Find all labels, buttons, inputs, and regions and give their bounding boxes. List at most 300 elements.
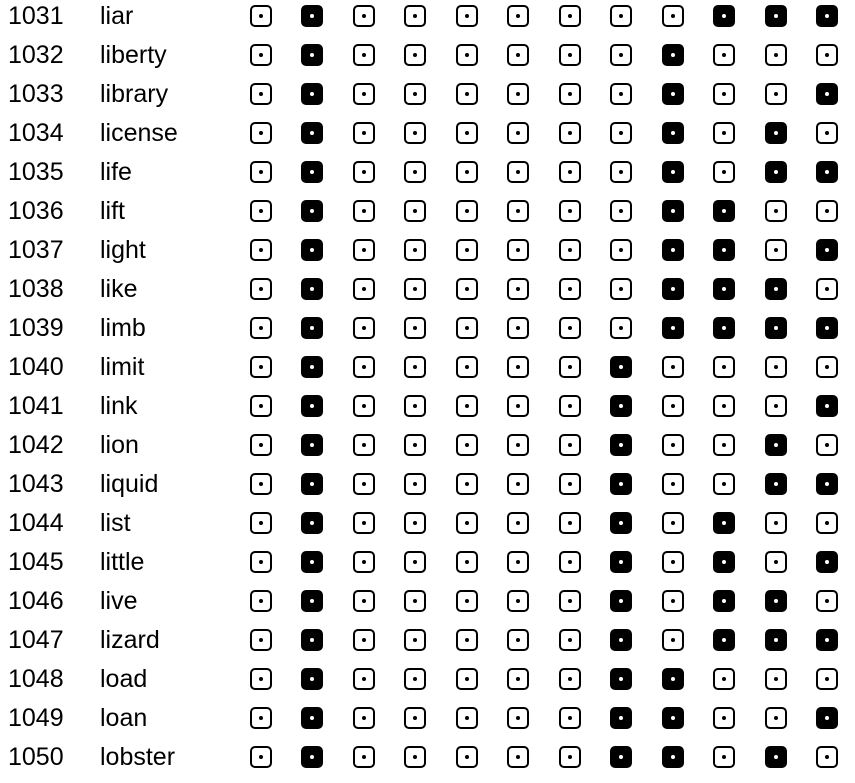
bit-filled-box [662,278,684,300]
bit-filled-box [301,473,323,495]
dot-icon [465,248,469,252]
dot-icon [774,53,778,57]
dot-icon [413,287,417,291]
table-row [0,504,855,543]
bit-empty-box [816,200,838,222]
dot-icon [619,209,623,213]
row-word: light [100,236,146,264]
row-number: 1045 [8,548,64,576]
dot-icon [619,755,623,759]
bit-empty-box [456,629,478,651]
dot-icon [465,755,469,759]
dot-icon [310,560,314,564]
bit-empty-box [507,668,529,690]
bit-filled-box [662,668,684,690]
bit-empty-box [507,473,529,495]
dot-icon [825,14,829,18]
dot-icon [568,677,572,681]
bit-empty-box [507,629,529,651]
bit-empty-box [816,668,838,690]
dot-icon [671,326,675,330]
dot-icon [722,92,726,96]
table-row [0,738,855,777]
bit-empty-box [765,83,787,105]
dot-icon [362,53,366,57]
bit-empty-box [250,473,272,495]
bit-empty-box [610,83,632,105]
bit-empty-box [404,161,426,183]
bit-filled-box [610,746,632,768]
bit-empty-box [250,200,272,222]
dot-icon [825,209,829,213]
dot-icon [619,365,623,369]
dot-icon [671,521,675,525]
dot-icon [671,755,675,759]
bit-empty-box [353,707,375,729]
dot-icon [310,443,314,447]
bit-empty-box [250,44,272,66]
dot-icon [465,14,469,18]
row-number: 1034 [8,119,64,147]
bit-empty-box [353,668,375,690]
dot-icon [722,677,726,681]
dot-icon [671,443,675,447]
bit-filled-box [765,629,787,651]
bit-empty-box [353,239,375,261]
bit-empty-box [816,122,838,144]
bit-filled-box [713,629,735,651]
dot-icon [568,716,572,720]
dot-icon [259,326,263,330]
bit-empty-box [250,122,272,144]
dot-icon [516,287,520,291]
bit-empty-box [353,746,375,768]
bit-empty-box [404,395,426,417]
row-number: 1036 [8,197,64,225]
bit-empty-box [559,434,581,456]
bit-empty-box [610,5,632,27]
bit-empty-box [507,512,529,534]
dot-icon [310,482,314,486]
dot-icon [722,404,726,408]
bit-empty-box [404,44,426,66]
dot-icon [825,170,829,174]
dot-icon [362,131,366,135]
dot-icon [259,92,263,96]
dot-icon [619,404,623,408]
bit-empty-box [765,44,787,66]
bit-filled-box [301,434,323,456]
bit-empty-box [559,200,581,222]
bit-empty-box [353,356,375,378]
dot-icon [774,131,778,135]
dot-icon [516,326,520,330]
dot-icon [413,716,417,720]
bit-empty-box [353,590,375,612]
bit-empty-box [353,395,375,417]
dot-icon [619,482,623,486]
bit-filled-box [610,395,632,417]
bit-empty-box [610,161,632,183]
bit-empty-box [250,512,272,534]
dot-icon [362,482,366,486]
bit-empty-box [456,44,478,66]
bit-filled-box [301,668,323,690]
dot-icon [671,14,675,18]
dot-icon [516,248,520,252]
dot-icon [413,443,417,447]
table-row [0,114,855,153]
dot-icon [774,170,778,174]
bit-empty-box [662,356,684,378]
table-row [0,699,855,738]
dot-icon [568,209,572,213]
dot-icon [671,209,675,213]
table-row [0,309,855,348]
bit-empty-box [610,239,632,261]
dot-icon [362,521,366,525]
dot-icon [259,443,263,447]
bit-filled-box [662,44,684,66]
dot-icon [722,131,726,135]
bit-empty-box [404,707,426,729]
bit-empty-box [456,278,478,300]
bit-empty-box [404,551,426,573]
dot-icon [774,287,778,291]
dot-icon [362,287,366,291]
dot-icon [671,404,675,408]
dot-icon [413,131,417,135]
bit-empty-box [404,239,426,261]
bit-empty-box [456,551,478,573]
dot-icon [516,716,520,720]
dot-icon [516,521,520,525]
bit-empty-box [816,434,838,456]
bit-filled-box [301,122,323,144]
dot-icon [825,92,829,96]
dot-icon [362,599,366,603]
dot-icon [568,404,572,408]
bit-empty-box [456,5,478,27]
dot-icon [310,365,314,369]
bit-filled-box [713,5,735,27]
dot-icon [774,443,778,447]
bit-empty-box [713,44,735,66]
dot-icon [671,638,675,642]
dot-icon [362,638,366,642]
bit-filled-box [301,356,323,378]
dot-icon [825,326,829,330]
dot-icon [259,716,263,720]
dot-icon [774,482,778,486]
bit-filled-box [662,317,684,339]
bit-empty-box [713,356,735,378]
bit-empty-box [559,707,581,729]
bit-empty-box [559,122,581,144]
dot-icon [413,53,417,57]
dot-icon [362,326,366,330]
bit-empty-box [250,668,272,690]
bit-empty-box [353,5,375,27]
row-number: 1048 [8,665,64,693]
dot-icon [619,170,623,174]
table-row [0,387,855,426]
dot-icon [671,131,675,135]
bit-empty-box [404,5,426,27]
bit-filled-box [816,83,838,105]
dot-icon [465,599,469,603]
bit-empty-box [404,317,426,339]
table-row [0,426,855,465]
dot-icon [825,755,829,759]
bit-empty-box [404,473,426,495]
bit-empty-box [404,590,426,612]
bit-filled-box [610,668,632,690]
dot-icon [568,326,572,330]
dot-icon [310,287,314,291]
dot-icon [465,53,469,57]
bit-filled-box [765,473,787,495]
bit-empty-box [507,317,529,339]
bit-filled-box [765,278,787,300]
dot-icon [825,443,829,447]
bit-empty-box [765,356,787,378]
bit-empty-box [662,629,684,651]
dot-icon [568,365,572,369]
bit-empty-box [404,278,426,300]
bit-empty-box [404,746,426,768]
bit-empty-box [765,239,787,261]
bit-filled-box [662,707,684,729]
bit-empty-box [456,239,478,261]
bit-empty-box [559,590,581,612]
dot-icon [722,443,726,447]
bit-empty-box [456,746,478,768]
bit-empty-box [250,434,272,456]
dot-icon [259,482,263,486]
dot-icon [619,521,623,525]
row-word: live [100,587,138,615]
dot-icon [722,599,726,603]
dot-icon [825,53,829,57]
bit-empty-box [456,668,478,690]
bit-filled-box [662,161,684,183]
row-word: load [100,665,148,693]
dot-icon [465,131,469,135]
dot-icon [259,170,263,174]
row-number: 1031 [8,2,64,30]
dot-icon [568,131,572,135]
dot-icon [259,287,263,291]
bit-empty-box [559,278,581,300]
row-word: list [100,509,131,537]
bit-empty-box [713,83,735,105]
bit-empty-box [456,200,478,222]
dot-icon [825,677,829,681]
dot-icon [568,53,572,57]
bit-empty-box [713,707,735,729]
row-word: liberty [100,41,167,69]
bit-empty-box [404,512,426,534]
bit-filled-box [610,356,632,378]
dot-icon [774,716,778,720]
bit-filled-box [765,161,787,183]
dot-icon [568,92,572,96]
dot-icon [774,14,778,18]
bit-empty-box [713,122,735,144]
dot-icon [465,638,469,642]
bit-empty-box [456,317,478,339]
bit-empty-box [404,629,426,651]
dot-icon [362,92,366,96]
bit-empty-box [353,317,375,339]
row-number: 1037 [8,236,64,264]
bit-filled-box [610,473,632,495]
dot-icon [619,560,623,564]
bit-empty-box [250,590,272,612]
bit-filled-box [713,512,735,534]
dot-icon [671,560,675,564]
row-number: 1041 [8,392,64,420]
dot-icon [619,287,623,291]
row-number: 1032 [8,41,64,69]
dot-icon [774,248,778,252]
dot-icon [413,92,417,96]
dot-icon [413,170,417,174]
table-row [0,543,855,582]
dot-icon [465,716,469,720]
dot-icon [619,14,623,18]
dot-icon [516,209,520,213]
dot-icon [259,638,263,642]
dot-icon [722,716,726,720]
dot-icon [465,521,469,525]
dot-icon [465,326,469,330]
dot-icon [774,404,778,408]
bit-empty-box [507,395,529,417]
dot-icon [568,599,572,603]
bit-empty-box [507,239,529,261]
bit-empty-box [765,551,787,573]
bit-empty-box [456,122,478,144]
dot-icon [413,14,417,18]
bit-empty-box [250,395,272,417]
dot-icon [465,287,469,291]
dot-icon [568,287,572,291]
dot-icon [413,404,417,408]
dot-icon [465,170,469,174]
dot-icon [516,482,520,486]
dot-icon [310,755,314,759]
row-word: liquid [100,470,159,498]
dot-icon [774,209,778,213]
bit-empty-box [559,161,581,183]
bit-filled-box [301,629,323,651]
dot-icon [465,560,469,564]
row-number: 1038 [8,275,64,303]
bit-filled-box [816,629,838,651]
dot-icon [516,365,520,369]
bit-empty-box [559,551,581,573]
dot-icon [825,365,829,369]
dot-icon [516,560,520,564]
bit-empty-box [353,278,375,300]
dot-icon [619,92,623,96]
bit-filled-box [301,200,323,222]
bit-empty-box [250,746,272,768]
bit-empty-box [559,356,581,378]
bit-empty-box [713,395,735,417]
dot-icon [259,248,263,252]
bit-filled-box [610,590,632,612]
dot-icon [413,482,417,486]
row-word: little [100,548,145,576]
dot-icon [671,365,675,369]
dot-icon [774,677,778,681]
bit-filled-box [713,200,735,222]
dot-icon [825,404,829,408]
bit-filled-box [713,278,735,300]
bit-empty-box [250,629,272,651]
bit-empty-box [662,512,684,534]
row-word: lift [100,197,125,225]
row-word: life [100,158,132,186]
dot-icon [465,443,469,447]
dot-icon [722,248,726,252]
bit-filled-box [662,122,684,144]
dot-icon [259,14,263,18]
dot-icon [362,248,366,252]
dot-icon [362,170,366,174]
dot-icon [310,716,314,720]
bit-empty-box [559,746,581,768]
bit-empty-box [765,200,787,222]
dot-icon [568,248,572,252]
bit-empty-box [353,44,375,66]
bit-empty-box [816,512,838,534]
dot-icon [774,521,778,525]
bit-empty-box [353,512,375,534]
table-row [0,153,855,192]
dot-icon [413,560,417,564]
bit-filled-box [765,122,787,144]
dot-icon [671,170,675,174]
dot-icon [413,677,417,681]
dot-icon [310,14,314,18]
row-number: 1049 [8,704,64,732]
bit-empty-box [456,395,478,417]
dot-icon [722,755,726,759]
dot-icon [516,677,520,681]
dot-icon [619,53,623,57]
dot-icon [413,365,417,369]
bit-empty-box [353,200,375,222]
bit-filled-box [816,551,838,573]
bit-empty-box [456,83,478,105]
bit-empty-box [713,668,735,690]
bit-empty-box [250,278,272,300]
dot-icon [516,14,520,18]
bit-filled-box [816,5,838,27]
bit-empty-box [404,668,426,690]
dot-icon [362,716,366,720]
row-word: limb [100,314,146,342]
dot-icon [825,560,829,564]
bit-empty-box [353,434,375,456]
dot-icon [259,53,263,57]
table-row [0,621,855,660]
dot-icon [516,131,520,135]
